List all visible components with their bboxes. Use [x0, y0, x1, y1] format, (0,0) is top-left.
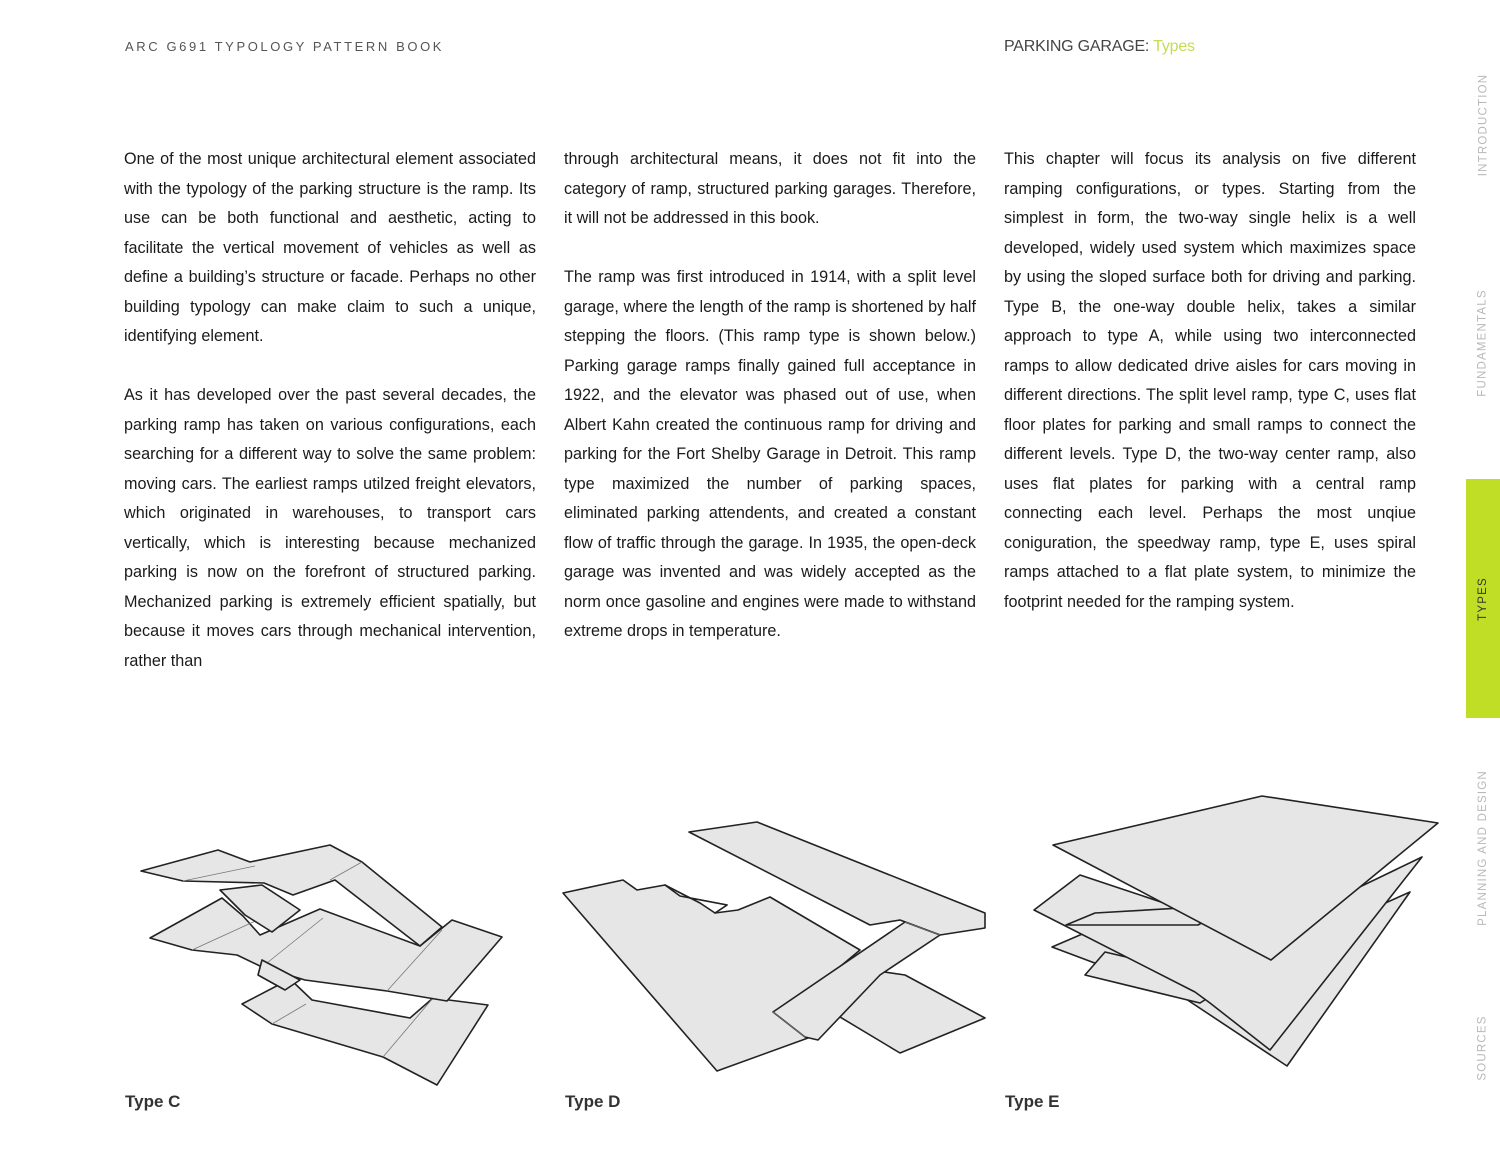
paragraph: As it has developed over the past several decades, the parking ramp has taken on various configurations, each searching for a different way to solve the same problem: moving cars. The earliest ramps utilzed freight elevators, which originated in warehouses, to transport cars vertically, which is interesting because mechanized parking is now on the forefront of structured parking. Mechanized parking is extremely efficient spatially, but because it moves cars through mechanical intervention, rather than [124, 386, 536, 670]
text-column-3 [1004, 145, 1416, 647]
figure-label-type-c: Type C [125, 1092, 181, 1111]
nav-tab-introduction[interactable] [1466, 60, 1500, 190]
nav-tab-planning-and-design[interactable] [1466, 750, 1500, 945]
nav-tab-label: SOURCES [1477, 1014, 1489, 1081]
nav-tab-types[interactable] [1466, 479, 1500, 718]
nav-tab-label: TYPES [1477, 576, 1489, 621]
paragraph: The ramp was first introduced in 1914, with a split level garage, where the length of the ramp is shortened by half stepping the floors. (This ramp type is shown below.) Parking garage ramps finally gained full acceptance in 1922, and the elevator was phased out of use, when Albert Kahn created the continuous ramp for driving and parking for the Fort Shelby Garage in Detroit. This ramp type maximized the number of parking spaces, eliminated parking attendents, and created a constant flow of traffic through the garage. In 1935, the open-deck garage was invented and was widely accepted as the norm once gasoline and engines were made to withstand extreme drops in temperature. [564, 268, 976, 640]
paragraph: One of the most unique architectural element associated with the typology of the parking structure is the ramp. Its use can be both functional and aesthetic, acting to facilitate the vertical movement of vehicles as well as define a building’s structure or facade. Perhaps no other building typology can make claim to such a unique, identifying element. [124, 150, 536, 345]
paragraph: This chapter will focus its analysis on five different ramping configurations, or types. Starting from the simplest in form, the two-way single helix is a well developed, widely used system which maximizes space by using the sloped surface both for driving and parking. Type B, the one-way double helix, takes a similar approach to type A, while using two interconnected ramps to allow dedicated drive aisles for cars moving in different directions. The split level ramp, type C, uses flat floor plates for parking and small ramps to connect the different levels. Type D, the two-way center ramp, also uses flat plates for parking with a central ramp connecting each level. Perhaps the most unqiue coniguration, the speedway ramp, type E, uses spiral ramps attached to a flat plate system, to minimize the footprint needed for the ramping system. [1004, 150, 1416, 611]
figure-label-type-d: Type D [565, 1092, 621, 1111]
nav-tab-label: PLANNING AND DESIGN [1477, 769, 1489, 926]
side-nav [1466, 0, 1500, 1166]
nav-tab-fundamentals[interactable] [1466, 270, 1500, 415]
figure-type-d-diagram [560, 815, 990, 1075]
chapter-title [1004, 38, 1195, 56]
figure-type-e-diagram [1030, 790, 1445, 1075]
nav-tab-sources[interactable] [1466, 1000, 1500, 1095]
chapter-prefix: PARKING GARAGE: [1004, 38, 1150, 55]
book-title: ARC G691 TYPOLOGY PATTERN BOOK [125, 39, 445, 54]
figure-type-c-diagram [130, 840, 520, 1095]
text-column-2 [564, 145, 976, 676]
chapter-section: Types [1153, 38, 1195, 55]
nav-tab-label: INTRODUCTION [1477, 73, 1489, 177]
paragraph: through architectural means, it does not fit into the category of ramp, structured parking garages. Therefore, it will not be addressed in this book. [564, 150, 976, 227]
figure-label-type-e: Type E [1005, 1092, 1060, 1111]
nav-tab-label: FUNDAMENTALS [1477, 288, 1490, 397]
text-column-1 [124, 145, 536, 706]
